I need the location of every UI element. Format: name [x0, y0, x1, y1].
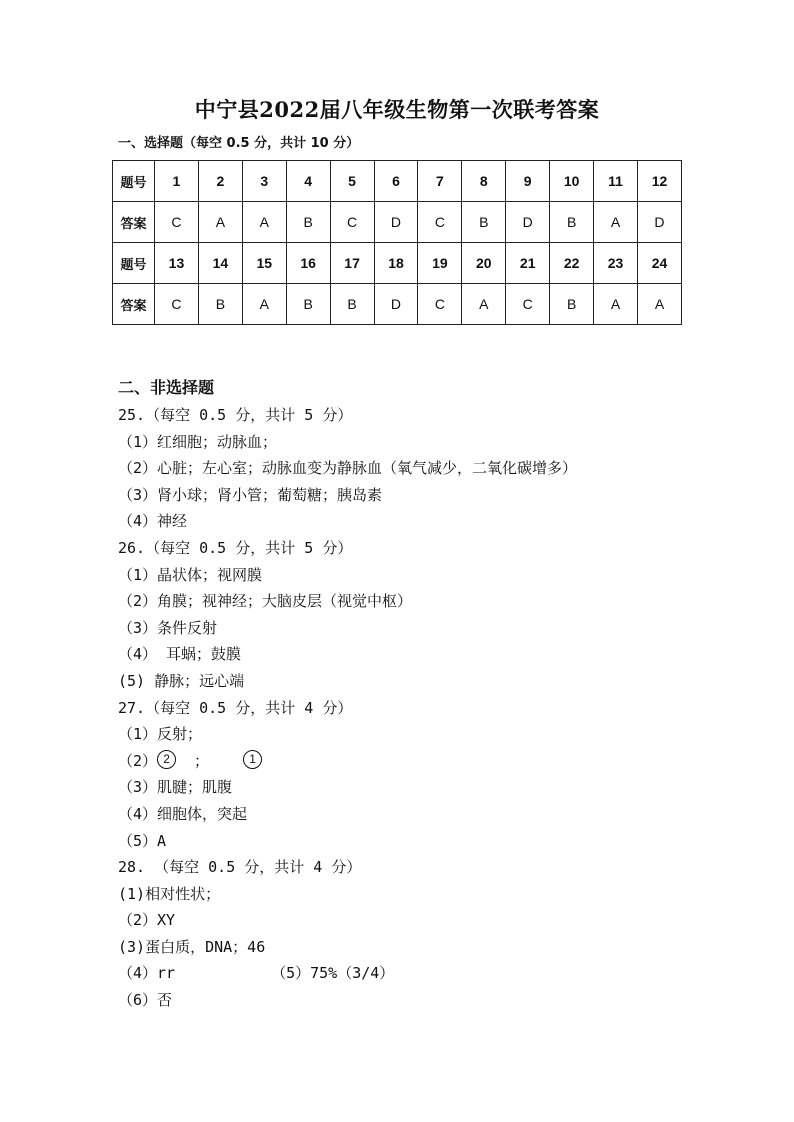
row-label-number: 题号 — [113, 161, 155, 202]
question-number-cell: 7 — [418, 161, 462, 202]
question-number-cell: 13 — [155, 243, 199, 284]
table-row-answers-2 — [113, 284, 682, 325]
question-header-26: 26.（每空 0.5 分，共计 5 分） — [118, 538, 353, 557]
question-number-cell: 15 — [242, 243, 286, 284]
question-number-cell: 1 — [155, 161, 199, 202]
answer-line: （1）红细胞；动脉血； — [118, 432, 278, 451]
question-number-cell: 6 — [374, 161, 418, 202]
answer-line: （4） 耳蜗；鼓膜 — [118, 645, 242, 664]
table-row-numbers-2 — [113, 243, 682, 284]
answer-cell: A — [594, 202, 638, 243]
answer-cell: D — [506, 202, 550, 243]
answer-cell: A — [198, 202, 242, 243]
answer-line: （2）XY — [118, 911, 176, 930]
answer-line: （5）A — [118, 831, 167, 850]
answer-cell: B — [550, 284, 594, 325]
question-number-cell: 14 — [198, 243, 242, 284]
answer-line: （4）神经 — [118, 512, 188, 531]
question-number-cell: 9 — [506, 161, 550, 202]
answer-cell: D — [374, 284, 418, 325]
answer-cell: B — [286, 284, 330, 325]
question-number-cell: 10 — [550, 161, 594, 202]
question-number-cell: 17 — [330, 243, 374, 284]
answer-line: （6）否 — [118, 991, 173, 1010]
answer-cell: B — [286, 202, 330, 243]
question-header-28: 28. （每空 0.5 分，共计 4 分） — [118, 858, 362, 877]
answer-part-5: （5）75%（3/4） — [271, 964, 395, 983]
answer-cell: B — [550, 202, 594, 243]
answer-cell: A — [462, 284, 506, 325]
question-number-cell: 16 — [286, 243, 330, 284]
answer-cell: B — [330, 284, 374, 325]
answer-part-4: （4）rr — [118, 964, 176, 983]
section-2-heading: 二、非选择题 — [118, 378, 215, 397]
section-1-heading: 一、选择题（每空 0.5 分，共计 10 分） — [118, 136, 360, 151]
answer-line: （1）晶状体；视网膜 — [118, 565, 263, 584]
answer-cell: D — [374, 202, 418, 243]
question-header-25: 25.（每空 0.5 分，共计 5 分） — [118, 406, 353, 424]
answer-line: （4）细胞体，突起 — [118, 804, 248, 823]
question-number-cell: 11 — [594, 161, 638, 202]
answer-line-double — [118, 960, 738, 987]
non-choice-answers — [118, 402, 738, 1014]
question-number-cell: 22 — [550, 243, 594, 284]
question-number-cell: 18 — [374, 243, 418, 284]
answer-cell: B — [462, 202, 506, 243]
answer-cell: C — [418, 202, 462, 243]
page-title: 中宁县2022届八年级生物第一次联考答案 — [194, 97, 600, 122]
answer-cell: C — [330, 202, 374, 243]
answer-line-circled — [118, 748, 738, 775]
answer-cell: A — [637, 284, 681, 325]
answer-line: （3）肾小球；肾小管；葡萄糖；胰岛素 — [118, 485, 383, 504]
answer-line: (1)相对性状； — [118, 884, 221, 903]
separator: ； — [194, 751, 210, 770]
answer-prefix: （2） — [118, 751, 158, 770]
circled-number-1: 1 — [243, 750, 262, 769]
answer-line: （1）反射； — [118, 725, 203, 744]
question-number-cell: 3 — [242, 161, 286, 202]
question-number-cell: 8 — [462, 161, 506, 202]
answer-cell: B — [198, 284, 242, 325]
question-number-cell: 19 — [418, 243, 462, 284]
question-number-cell: 2 — [198, 161, 242, 202]
answer-line: （3）肌腱；肌腹 — [118, 778, 233, 797]
answer-line: (3)蛋白质，DNA；46 — [118, 937, 266, 956]
answer-cell: C — [506, 284, 550, 325]
question-number-cell: 5 — [330, 161, 374, 202]
table-row-numbers-1 — [113, 161, 682, 202]
question-number-cell: 4 — [286, 161, 330, 202]
answer-line: (5) 静脉；远心端 — [118, 671, 245, 690]
answer-table — [112, 160, 682, 325]
table-row-answers-1 — [113, 202, 682, 243]
question-number-cell: 23 — [594, 243, 638, 284]
answer-cell: A — [242, 284, 286, 325]
answer-cell: A — [594, 284, 638, 325]
question-number-cell: 12 — [637, 161, 681, 202]
answer-cell: C — [418, 284, 462, 325]
row-label-number: 题号 — [113, 243, 155, 284]
answer-cell: D — [637, 202, 681, 243]
question-number-cell: 24 — [637, 243, 681, 284]
answer-cell: C — [155, 202, 199, 243]
answer-cell: A — [242, 202, 286, 243]
answer-line: （2）角膜；视神经；大脑皮层（视觉中枢） — [118, 592, 413, 611]
question-header-27: 27.（每空 0.5 分，共计 4 分） — [118, 698, 353, 717]
row-label-answer: 答案 — [113, 202, 155, 243]
circled-number-2: 2 — [157, 750, 176, 769]
question-number-cell: 20 — [462, 243, 506, 284]
answer-line: （2）心脏；左心室；动脉血变为静脉血（氧气减少，二氧化碳增多） — [118, 459, 578, 478]
answer-line: （3）条件反射 — [118, 618, 218, 637]
row-label-answer: 答案 — [113, 284, 155, 325]
answer-cell: C — [155, 284, 199, 325]
question-number-cell: 21 — [506, 243, 550, 284]
